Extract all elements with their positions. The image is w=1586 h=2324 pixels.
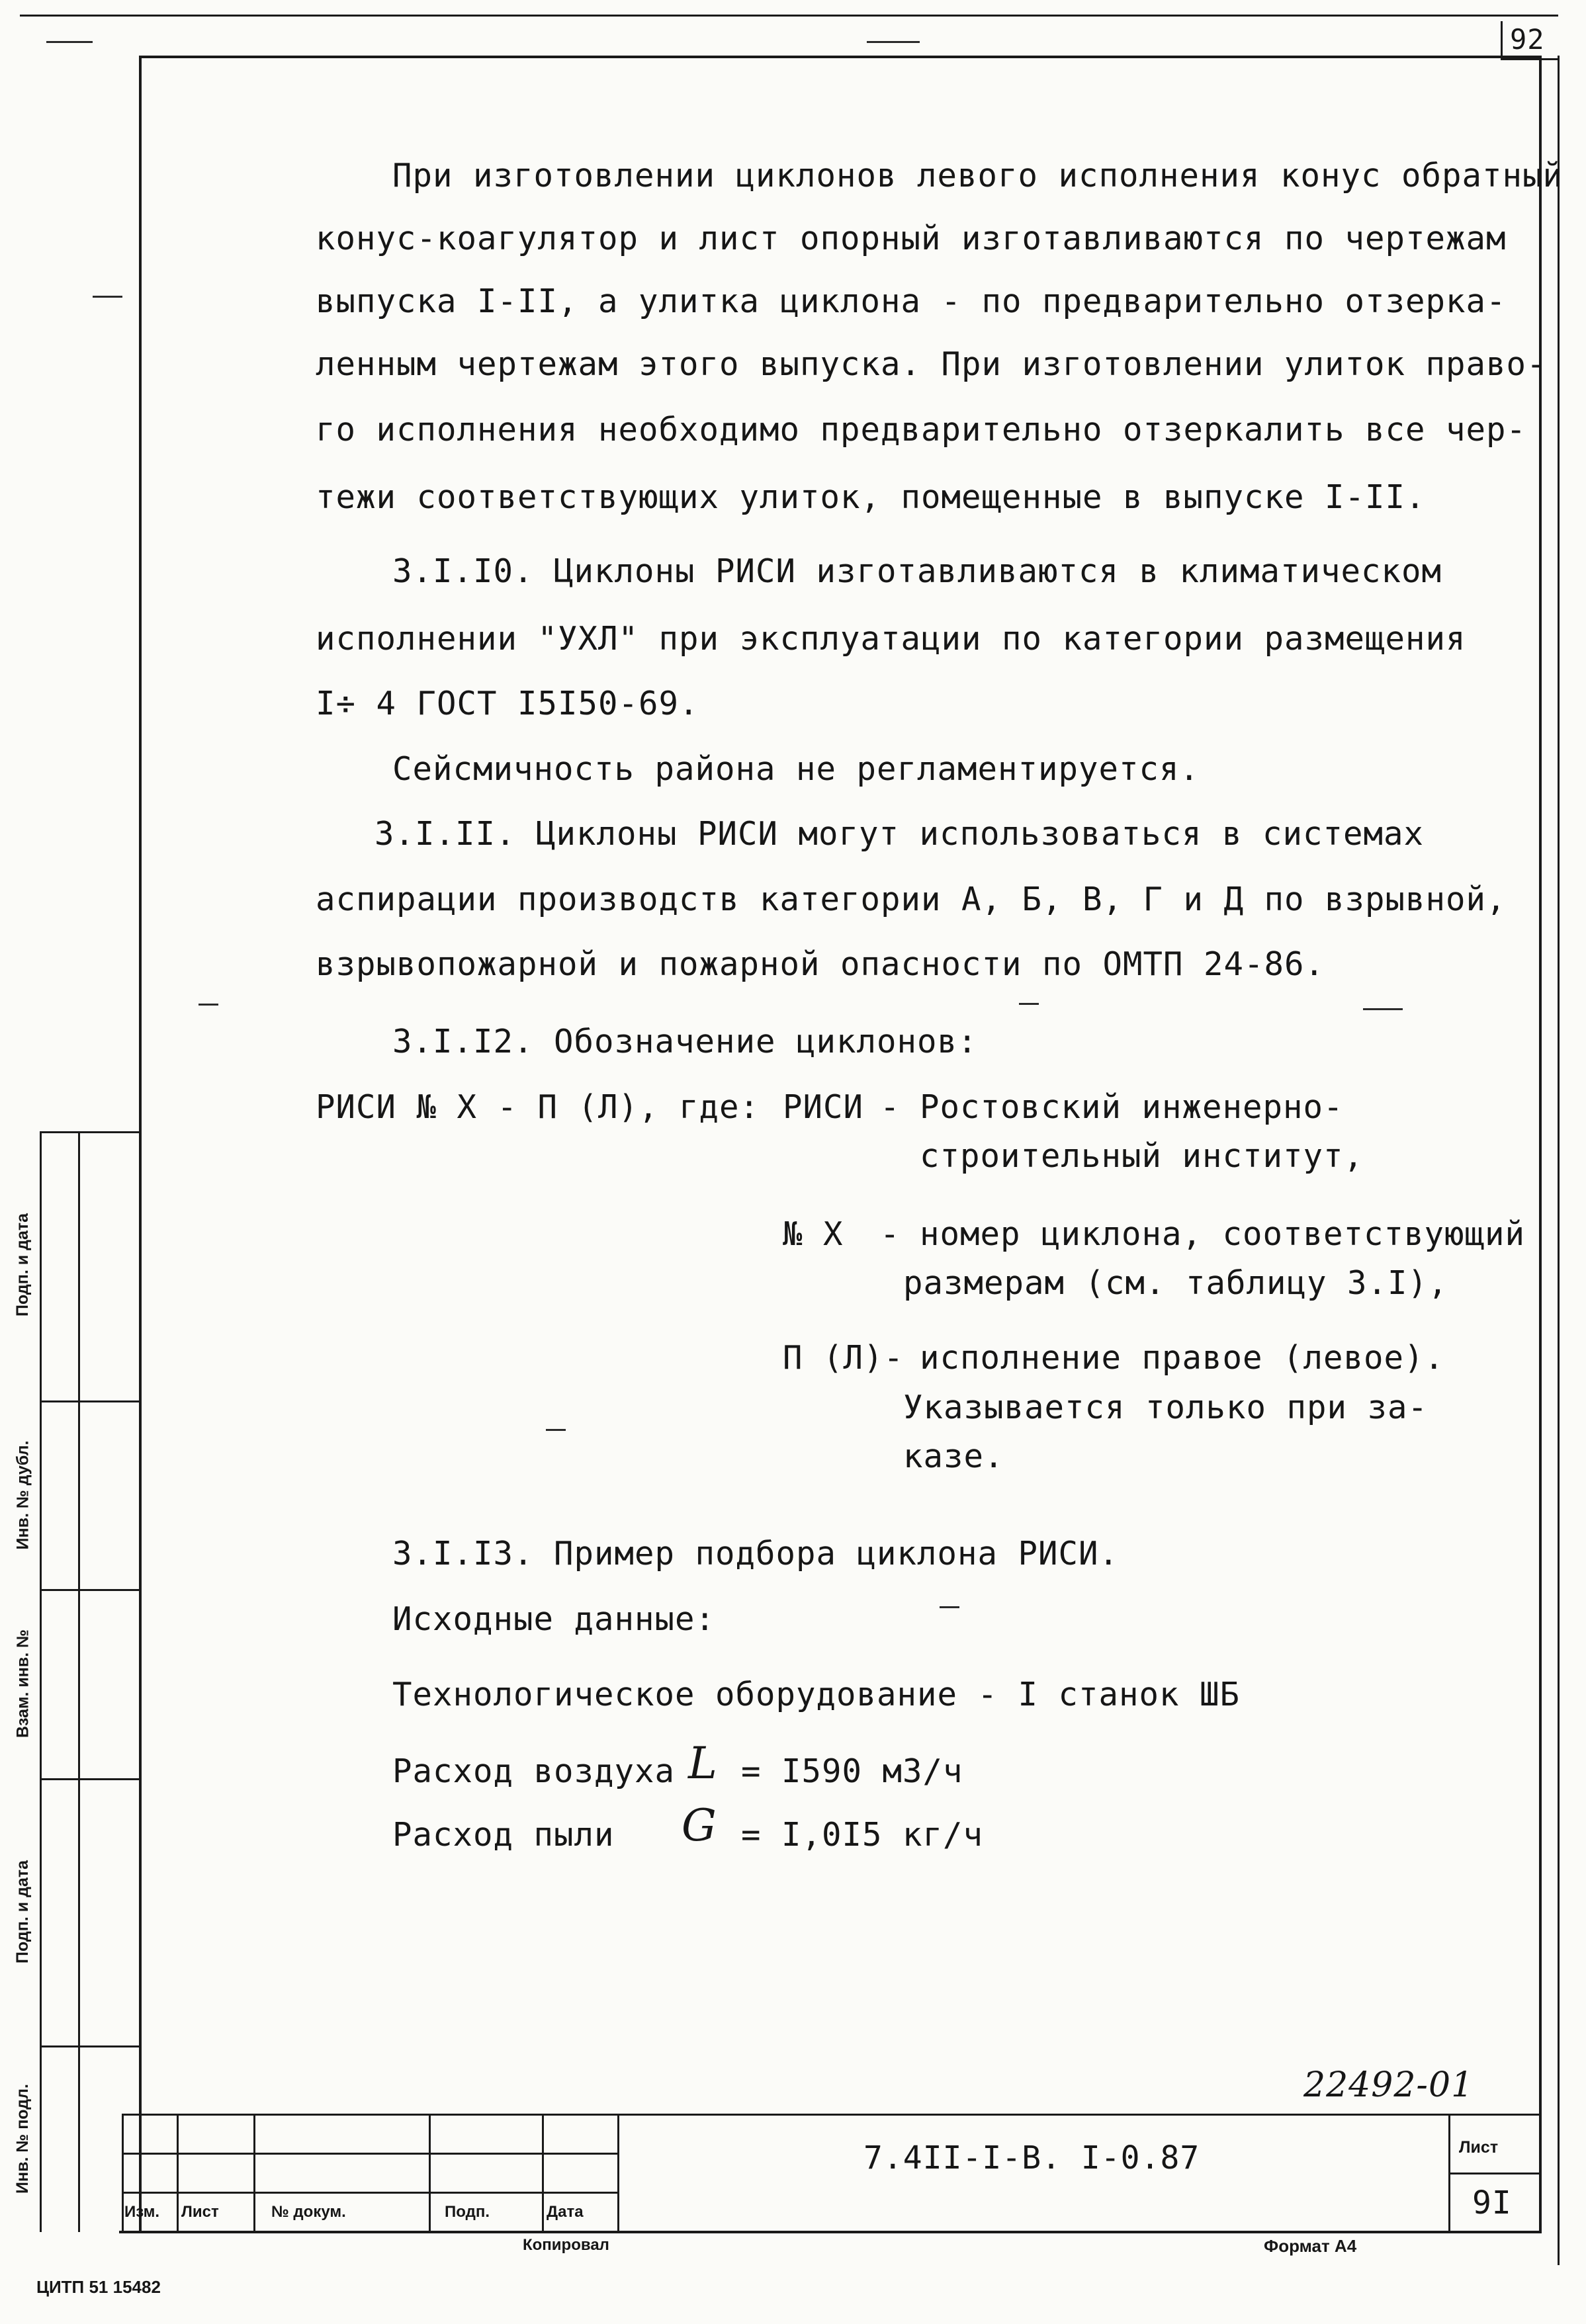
air-flow-symbol: L [688, 1738, 718, 1789]
text-line: тежи соответствующих улиток, помещенные в выпуске I-II. [316, 478, 1426, 516]
source-data-label: Исходные данные: [392, 1600, 716, 1638]
document-code: 7.4II-I-В. I-0.87 [863, 2139, 1200, 2176]
frame-top [140, 56, 1542, 58]
col-header-sign: Подп. [445, 2203, 490, 2221]
tb-col [617, 2114, 619, 2233]
tb-col [122, 2114, 124, 2233]
definition-dash: - [880, 1215, 901, 1253]
stamp-row [40, 2045, 140, 2047]
stamp-outer-left [40, 1131, 42, 2232]
tb-col [177, 2114, 179, 2233]
tb-row [122, 2153, 619, 2155]
tb-row [122, 2192, 619, 2194]
tb-col [542, 2114, 544, 2233]
text-line: взрывопожарной и пожарной опасности по ОМТП 24-86. [316, 945, 1325, 983]
equipment-line: Технологическое оборудование - I станок ШБ [392, 1676, 1241, 1713]
text-line: исполнении "УХЛ" при эксплуатации по категории размещения [316, 620, 1466, 658]
tb-col [429, 2114, 431, 2233]
col-header-list: Лист [181, 2203, 219, 2221]
sheet-number: 9I [1472, 2184, 1512, 2221]
stamp-top [40, 1131, 140, 1133]
col-header-date: Дата [547, 2203, 584, 2221]
air-flow-label: Расход воздуха [392, 1752, 676, 1790]
definition-line: строительный институт, [920, 1137, 1364, 1175]
format-label: Формат А4 [1264, 2236, 1357, 2256]
air-flow-value: = I590 м3/ч [741, 1752, 963, 1790]
tb-top [122, 2114, 1542, 2116]
definition-line: размерам (см. таблицу 3.I), [903, 1264, 1448, 1302]
stamp-divider [78, 1131, 80, 2232]
stamp-row [40, 1778, 140, 1780]
frame-left [139, 56, 142, 2232]
stamp-row [40, 1400, 140, 1402]
text-line: го исполнения необходимо предварительно отзеркалить все чер- [316, 411, 1527, 449]
top-rule [20, 15, 1558, 17]
text-line: 3.I.I0. Циклоны РИСИ изготавливаются в климатическом [392, 552, 1442, 590]
col-header-doc: № докум. [271, 2203, 346, 2221]
outer-right [1558, 56, 1560, 2265]
text-line: ленным чертежам этого выпуска. При изготовлении улиток право- [316, 345, 1547, 383]
scan-mark [46, 41, 93, 43]
designation-formula: РИСИ № X - П (Л), где: [316, 1088, 760, 1126]
margin-label: Подп. и дата [13, 1860, 32, 1964]
page-number: 92 [1510, 23, 1545, 56]
tb-col [253, 2114, 255, 2233]
scan-mark [940, 1606, 959, 1608]
scan-mark [1019, 1003, 1039, 1005]
scan-mark [198, 1004, 218, 1006]
col-header-izm: Изм. [124, 2203, 160, 2221]
definition-line: номер циклона, соответствующий [920, 1215, 1526, 1253]
tb-row [1448, 2173, 1541, 2174]
margin-label: Инв. № дубл. [13, 1440, 32, 1550]
definition-line: Ростовский инженерно- [920, 1088, 1344, 1126]
dust-flow-symbol: G [682, 1800, 717, 1851]
dust-flow-label: Расход пыли [392, 1816, 615, 1854]
definition-line: исполнение правое (левое). [920, 1339, 1445, 1377]
frame-bottom [119, 2231, 1542, 2233]
definition-line: казе. [903, 1438, 1004, 1475]
scan-mark [93, 296, 122, 298]
dust-flow-value: = I,0I5 кг/ч [741, 1816, 984, 1854]
definition-dash: - [880, 1088, 901, 1126]
example-heading: 3.I.I3. Пример подбора циклона РИСИ. [392, 1535, 1120, 1572]
text-line: При изготовлении циклонов левого исполнения конус обратный [392, 157, 1564, 194]
scan-mark [546, 1429, 566, 1431]
sheet-label: Лист [1459, 2138, 1499, 2157]
margin-label: Взам. инв. № [13, 1629, 32, 1739]
definition-term: № X [783, 1215, 844, 1253]
definition-term: РИСИ [783, 1088, 864, 1126]
text-line: 3.I.II. Циклоны РИСИ могут использоваться в системах [374, 815, 1425, 853]
definition-line: Указывается только при за- [903, 1389, 1429, 1426]
margin-label: Инв. № подл. [13, 2084, 32, 2194]
margin-label: Подп. и дата [13, 1213, 32, 1317]
text-line: I÷ 4 ГОСТ I5I50-69. [316, 685, 699, 722]
seismic-note: Сейсмичность района не регламентируется. [392, 750, 1200, 788]
text-line: аспирации производств категории А, Б, В, Г и Д по взрывной, [316, 881, 1507, 918]
footer-stamp: ЦИТП 51 15482 [36, 2277, 161, 2297]
scan-mark [1363, 1008, 1403, 1010]
text-line: конус-коагулятор и лист опорный изготавливаются по чертежам [316, 220, 1507, 257]
handwritten-number: 22492-01 [1303, 2065, 1474, 2105]
scan-mark [867, 41, 920, 43]
definition-term: П (Л)- [783, 1339, 904, 1377]
text-line: выпуска I-II, а улитка циклона - по предварительно отзерка- [316, 282, 1507, 320]
stamp-row [40, 1589, 140, 1591]
copied-label: Копировал [523, 2236, 609, 2254]
designation-heading: 3.I.I2. Обозначение циклонов: [392, 1023, 978, 1060]
